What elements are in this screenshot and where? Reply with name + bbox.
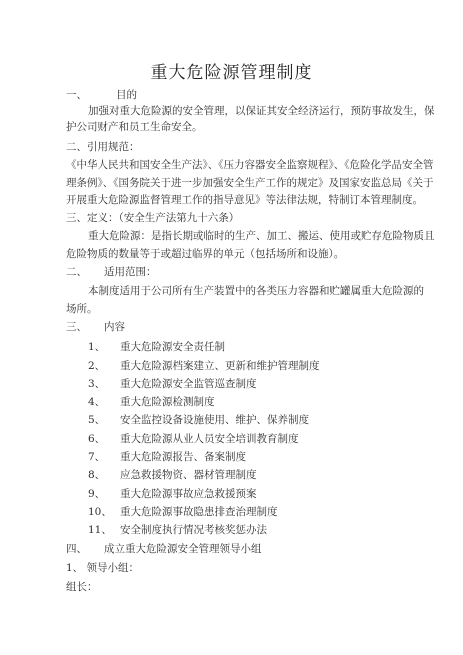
list-item-number: 8、: [88, 469, 106, 481]
section-3-body-line-1: 重大危险源：是指长期或临时的生产、加工、搬运、使用或贮存危险物质且: [88, 230, 435, 242]
list-item-text: 重大危险源从业人员安全培训教育制度: [120, 433, 299, 445]
list-item-text: 安全制度执行情况考核奖惩办法: [120, 524, 267, 536]
section-3-heading: 三、定义：（安全生产法第九十六条）: [66, 212, 240, 224]
list-item-text: 重大危险源事故隐患排查治理制度: [120, 506, 278, 518]
section-6-title: 成立重大危险源安全管理领导小组: [104, 543, 262, 555]
section-4-title: 适用范围：: [104, 266, 157, 278]
section-2-body-line-1: 《中华人民共和国安全生产法》、《压力容器安全监察规程》、《危险化学品安全管: [66, 159, 434, 171]
list-item-text: 重大危险源报告、备案制度: [120, 451, 246, 463]
section-2-heading: 二、引用规范：: [66, 141, 140, 153]
list-item-text: 重大危险源安全监管巡查制度: [120, 378, 257, 390]
section-5-title: 内容: [104, 321, 125, 333]
section-3-body-line-2: 危险物质的数量等于或超过临界的单元（包括场所和设施）。: [66, 248, 345, 260]
list-item-text: 安全监控设备设施使用、维护、保养制度: [120, 414, 309, 426]
section-2-body-line-3: 开展重大危险源监督管理工作的指导意见》等法律法规，特制订本管理制度。: [66, 194, 423, 206]
section-1-body-line-1: 加强对重大危险源的安全管理，以保证其安全经济运行，预防事故发生，保: [88, 105, 435, 117]
section-1-number: 一、: [66, 89, 87, 101]
list-item-number: 3、: [88, 378, 106, 390]
section-4-body-line-1: 本制度适用于公司所有生产装置中的各类压力容器和贮罐属重大危险源的: [88, 285, 424, 297]
list-item-number: 2、: [88, 360, 106, 372]
section-1-body-line-2: 护公司财产和员工生命安全。: [66, 121, 203, 133]
section-5-number: 三、: [66, 321, 87, 333]
section-4-number: 二、: [66, 266, 87, 278]
list-item-text: 重大危险源检测制度: [120, 396, 215, 408]
section-6-leader-label: 组长：: [66, 581, 98, 593]
section-2-body-line-2: 理条例》、《国务院关于进一步加强安全生产工作的规定》及国家安监总局《关于: [66, 177, 434, 189]
list-item-number: 1、: [88, 341, 106, 353]
list-item-number: 11、: [88, 524, 112, 536]
list-item-text: 重大危险源档案建立、更新和维护管理制度: [120, 360, 320, 372]
section-6-number: 四、: [66, 543, 87, 555]
list-item-number: 7、: [88, 451, 106, 463]
list-item-number: 9、: [88, 488, 106, 500]
document-title: 重大危险源管理制度: [150, 63, 313, 83]
section-6-subheading: 1、 领导小组：: [66, 562, 140, 574]
list-item-text: 应急救援物资、器材管理制度: [120, 469, 257, 481]
list-item-text: 重大危险源安全责任制: [120, 341, 225, 353]
section-1-title: 目的: [116, 89, 137, 101]
list-item-number: 5、: [88, 414, 106, 426]
list-item-text: 重大危险源事故应急救援预案: [120, 488, 257, 500]
list-item-number: 4、: [88, 396, 106, 408]
list-item-number: 10、: [88, 506, 112, 518]
list-item-number: 6、: [88, 433, 106, 445]
section-4-body-line-2: 场所。: [66, 303, 98, 315]
